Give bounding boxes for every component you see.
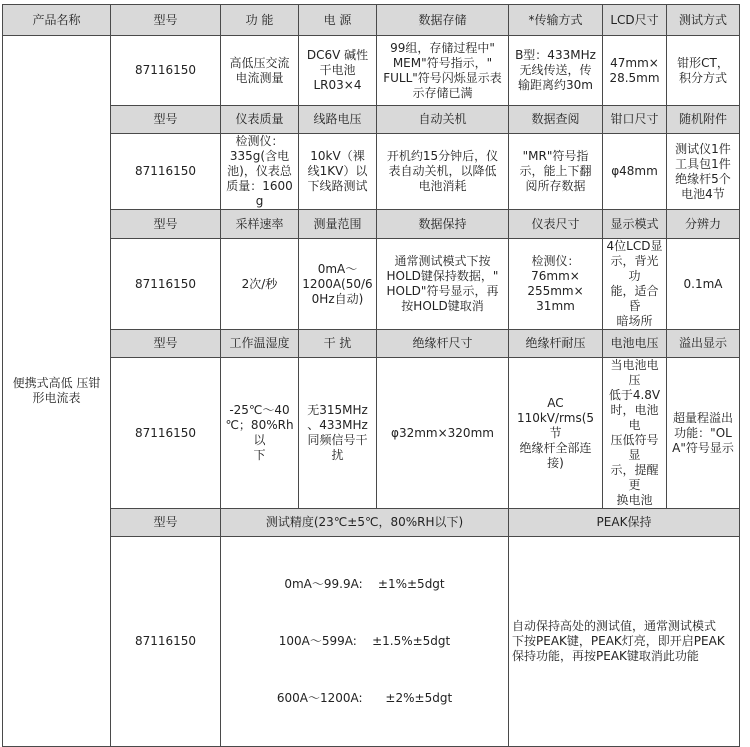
insulating-rod-size-header: 绝缘杆尺寸 — [377, 330, 509, 358]
value-row-3 — [3, 239, 740, 330]
header-row-4 — [3, 330, 740, 358]
accuracy-line: 0mA～99.9A: ±1%±5dgt — [284, 577, 445, 591]
insulating-rod-voltage-header: 绝缘杆耐压 — [509, 330, 603, 358]
power-value: DC6V 碱性 干电池 LR03×4 — [299, 36, 377, 106]
accuracy-line: 600A～1200A: ±2%±5dgt — [276, 691, 453, 705]
accuracy-line: 100A～599A: ±1.5%±5dgt — [278, 634, 451, 648]
measure-range-value: 0mA～ 1200A(50/6 0Hz自动) — [299, 239, 377, 330]
header-row-1 — [3, 5, 740, 36]
lcd-size-header: LCD尺寸 — [603, 5, 667, 36]
operating-temp-value: -25℃～40 ℃；80%Rh以 下 — [221, 358, 299, 509]
insulating-rod-size-value: φ32mm×320mm — [377, 358, 509, 509]
model-value: 87116150 — [111, 358, 221, 509]
model-header: 型号 — [111, 5, 221, 36]
accuracy-list — [221, 537, 509, 747]
battery-voltage-header: 电池电压 — [603, 330, 667, 358]
test-method-value: 钳形CT， 积分方式 — [667, 36, 740, 106]
value-row-2 — [3, 134, 740, 210]
overflow-display-header: 溢出显示 — [667, 330, 740, 358]
display-mode-value: 4位LCD显 示，背光功 能，适合昏 暗场所 — [603, 239, 667, 330]
accuracy-header: 测试精度(23℃±5℃，80%RH以下) — [221, 509, 509, 537]
data-review-header: 数据查阅 — [509, 106, 603, 134]
accessories-value: 测试仪1件 工具包1件 绝缘杆5个 电池4节 — [667, 134, 740, 210]
function-header: 功 能 — [221, 5, 299, 36]
model-value: 87116150 — [111, 537, 221, 747]
line-voltage-value: 10kV（裸 线1KV）以 下线路测试 — [299, 134, 377, 210]
model-header: 型号 — [111, 509, 221, 537]
model-header: 型号 — [111, 330, 221, 358]
sampling-rate-header: 采样速率 — [221, 210, 299, 239]
sampling-rate-value: 2次/秒 — [221, 239, 299, 330]
model-value: 87116150 — [111, 134, 221, 210]
value-row-5 — [3, 537, 740, 747]
instrument-size-header: 仪表尺寸 — [509, 210, 603, 239]
lcd-size-value: 47mm× 28.5mm — [603, 36, 667, 106]
data-storage-value: 99组，存储过程中" MEM"符号指示，" FULL"符号闪烁显示表 示存储已满 — [377, 36, 509, 106]
line-voltage-header: 线路电压 — [299, 106, 377, 134]
auto-power-off-value: 开机约15分钟后，仪 表自动关机，以降低 电池消耗 — [377, 134, 509, 210]
overflow-display-value: 超量程溢出 功能："OL A"符号显示 — [667, 358, 740, 509]
model-header: 型号 — [111, 106, 221, 134]
interference-value: 无315MHz 、433MHz 同频信号干 扰 — [299, 358, 377, 509]
product-name-header: 产品名称 — [3, 5, 111, 36]
battery-voltage-value: 当电池电压 低于4.8V 时，电池电 压低符号显 示，提醒更 换电池 — [603, 358, 667, 509]
peak-hold-value: 自动保持高处的测试值，通常测试模式 下按PEAK键，PEAK灯亮，即开启PEAK 保持功能，再按PEAK键取消此功能 — [509, 537, 740, 747]
transmission-value: B型：433MHz 无线传送，传 输距离约30m — [509, 36, 603, 106]
model-value: 87116150 — [111, 36, 221, 106]
value-row-1 — [3, 36, 740, 106]
jaw-size-value: φ48mm — [603, 134, 667, 210]
data-hold-header: 数据保持 — [377, 210, 509, 239]
operating-temp-header: 工作温湿度 — [221, 330, 299, 358]
product-name-cell: 便携式高低 压钳 形电流表 — [3, 36, 111, 747]
header-row-2 — [3, 106, 740, 134]
auto-power-off-header: 自动关机 — [377, 106, 509, 134]
display-mode-header: 显示模式 — [603, 210, 667, 239]
accessories-header: 随机附件 — [667, 106, 740, 134]
peak-hold-header: PEAK保持 — [509, 509, 740, 537]
value-row-4 — [3, 358, 740, 509]
instrument-size-value: 检测仪： 76mm× 255mm× 31mm — [509, 239, 603, 330]
model-value: 87116150 — [111, 239, 221, 330]
spec-table — [2, 4, 740, 747]
insulating-rod-voltage-value: AC 110kV/rms(5节 绝缘杆全部连 接) — [509, 358, 603, 509]
header-row-5 — [3, 509, 740, 537]
resolution-header: 分辨力 — [667, 210, 740, 239]
data-hold-value: 通常测试模式下按 HOLD键保持数据，" HOLD"符号显示，再 按HOLD键取消 — [377, 239, 509, 330]
power-header: 电 源 — [299, 5, 377, 36]
test-method-header: 测试方式 — [667, 5, 740, 36]
data-review-value: "MR"符号指 示，能上下翻 阅所存数据 — [509, 134, 603, 210]
transmission-header: *传输方式 — [509, 5, 603, 36]
instrument-weight-value: 检测仪： 335g(含电 池)，仪表总 质量：1600g — [221, 134, 299, 210]
interference-header: 干 扰 — [299, 330, 377, 358]
jaw-size-header: 钳口尺寸 — [603, 106, 667, 134]
measure-range-header: 测量范围 — [299, 210, 377, 239]
header-row-3 — [3, 210, 740, 239]
data-storage-header: 数据存储 — [377, 5, 509, 36]
instrument-weight-header: 仪表质量 — [221, 106, 299, 134]
model-header: 型号 — [111, 210, 221, 239]
function-value: 高低压交流 电流测量 — [221, 36, 299, 106]
resolution-value: 0.1mA — [667, 239, 740, 330]
